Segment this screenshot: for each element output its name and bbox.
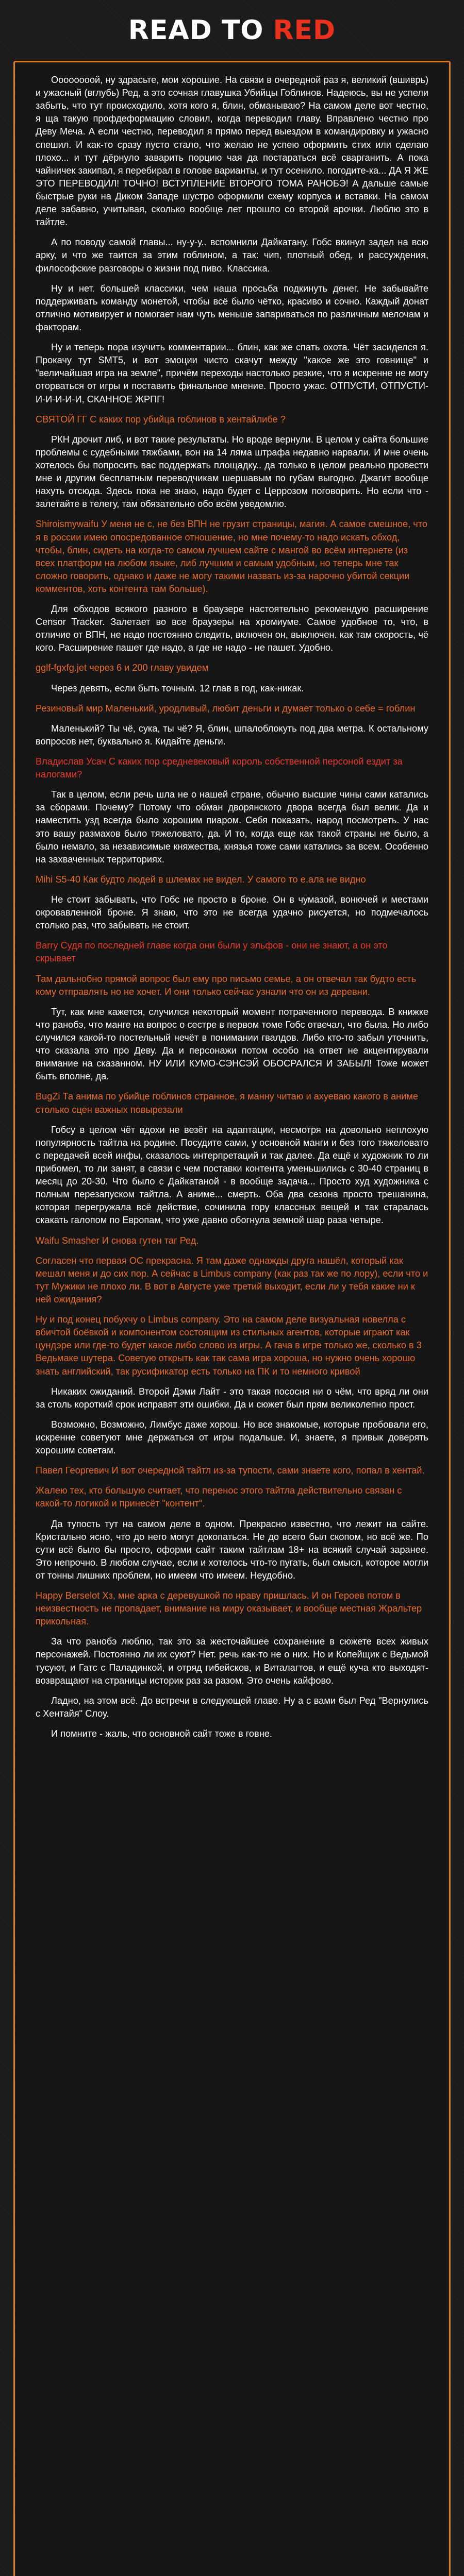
answer-paragraph: Оооооооой, ну здрасьте, мои хорошие. На связи в очередной раз я, великий (вшиврь) и ужасный (вглубь) Ред, а это сочная главушка Убийцы Гоблинов. Надеюсь, вы не успели забыть, что тут происходило, хотя кого я, блин, обманываю? На самом деле вот честно, я ща такую профдеформацию словил, когда переводил главу. Вправлено честно про Деву Меча. А если честно, переводил я прямо перед выездом в командировку и ужасно спешил. И как-то сразу пусто стало, что желаю не успею оформить стих или сделаю плохо... и тут дёрнуло заварить порцию чая да постараться всё сварганить. А пока чайничек закипал, я перебирал в голове варианты, и тут осенило. погодите-ка... ДА Я ЖЕ ЭТО ПЕРЕВОДИЛ! ТОЧНО! ВСТУПЛЕНИЕ ВТОРОГО ТОМА РАНОБЭ! А дальше самые быстрые руки на Диком Западе шустро оформили схему корпуса и вставки. На самом деле забавно, учитывая, сколько вообще лет прошло со второй арочки. Люблю это в тайтле.	[36, 75, 428, 228]
answer-paragraph: Маленький? Ты чё, сука, ты чё? Я, блин, шпалоблокуть под два метра. К остальному вопросов нет, буквально я. Кидайте деньги.	[36, 723, 428, 747]
answer-paragraph: Ладно, на этом всё. До встречи в следующей главе. Ну а с вами был Ред "Вернулись с Хентайя" Слоу.	[36, 1695, 428, 1719]
comment-quote: Waifu Smasher И снова гутен таг Ред.	[36, 1235, 199, 1246]
answer-paragraph: Не стоит забывать, что Гобс не просто в броне. Он в чумазой, вонючей и местами окровавленной броне. Я знаю, что это не всегда удачно рисуется, но подмечалось столько раз, что забывать не стоит.	[36, 894, 428, 931]
answer-paragraph: Да тупость тут на самом деле в одном. Прекрасно известно, что лежит на сайте. Кристально ясно, что до него могут докопаться. Не до всего был скопом, но всё же. По сути всё было бы просто, оформи сайт таким тайтлам 18+ на всякий случай заранее. Это непрочно. В любом случае, если и хотелось что-то пугать, был смысл, которое могли от тонны лишних проблем, но имеем что имеем. Неудобно.	[36, 1518, 428, 1581]
comment-quote: Согласен что первая ОС прекрасна. Я там даже однажды друга нашёл, который как мешал меня и до сих пор. А сейчас в Limbus company (как раз так же по лору), если что и тут Мужики не плохо ли. В вот в Августе уже третий выходит, если ли у тебя какие ни к ней ожидания?	[36, 1255, 428, 1304]
comment-quote: Happy Berselot Хз, мне арка с деревушкой по нраву пришлась. И он Героев потом в неизвестность не пропадает, внимание на миру оказывает, и вообще местная Жральтер прикольная.	[36, 1590, 422, 1627]
title-read: READ	[128, 15, 212, 46]
answer-paragraph: Возможно, Возможно, Лимбус даже хорош. Но все знакомые, которые пробовали его, искренне советуют мне держаться от игры подальше. И, знаете, я привык доверять хорошим советам.	[36, 1419, 428, 1456]
answer-paragraph: За что ранобэ люблю, так это за жесточайшее сохранение в сюжете всех живых персонажей. Постоянно ли их суют? Нет. речь как-то не о них. Но и Копейщик с Ведьмой тусуют, и Гатс с Паладинкой, и отряд гибейсков, и Виталагтов, и ещё куча кто выходят-возвращают на страницы историк раз за разом. Это очень кайфово.	[36, 1636, 428, 1686]
comment-quote: Резиновый мир Маленький, уродливый, любит деньги и думает только о себе = гоблин	[36, 703, 416, 714]
answer-paragraph: Для обходов всякого разного в браузере настоятельно рекомендую расширение Censor Tracker. Залетает во все браузеры на хромиуме. Самое удобное то, что, в отличие от ВПН, не надо постоянно следить, включен он, выключен. как там скорость, чё кого. Расширение пашет где надо, а где не надо - не пашет. Удобно.	[36, 604, 428, 653]
answer-paragraph: И помните - жаль, что основной сайт тоже в говне.	[51, 1728, 272, 1739]
answer-paragraph: Ну и теперь пора изучить комментарии... блин, как же спать охота. Чёт засиделся я. Прокачу тут SMT5, и вот эмоции чисто скачут между "какое же это говнище" и "величайшая игра на земле", причём переходы настолько резкие, что я искренне не могу оторваться от игры и поставить финальное мнение. Просто ужас. ОТПУСТИ, ОТПУСТИ-И-И-И-И-И, СКАННОЕ ЖРПГ!	[36, 342, 428, 404]
answer-paragraph: Никаких ожиданий. Второй Дэми Лайт - это такая пососня ни о чём, что вряд ли они за столь короткий срок исправят эти ошибки. Да и сюжет был прям великолепно прост.	[36, 1386, 428, 1410]
comment-quote: Там дальнобно прямой вопрос был ему про письмо семье, а он отвечал так будто есть кому отправлять но не хочет. И они только сейчас узнали что он из деревни.	[36, 973, 417, 997]
comment-quote: СВЯТОЙ ГГ С каких пор убийца гоблинов в хентайлибе ?	[36, 414, 286, 425]
comment-quote: Mihi S5-40 Как будто людей в шлемах не видел. У самого то е.ала не видно	[36, 874, 366, 885]
comment-quote: Ну и под конец побухчу о Limbus company. Это на самом деле визуальная новелла с вбичтой боёвкой и компонентом состоящим из стильных агентов, которые играют как цундэре или где-то будет какое либо слово из игры. А гача в игре только же, сколько в 3 Ведьмаке шутера. Советую открыть как так сама игра хороша, но нужно очень хорошо знать английский, так русификатор есть только на ПК и то немного кривой	[36, 1314, 422, 1377]
comment-quote: Жалею тех, кто большую считает, что перенос этого тайтла действительно связан с какой-то логикой и принесёт "контент".	[36, 1485, 402, 1509]
answer-paragraph: Через девять, если быть точным. 12 глав в год, как-никак.	[51, 683, 304, 693]
answer-paragraph: Тут, как мне кажется, случился некоторый момент потраченного перевода. В книжке что ранобэ, что манге на вопрос о сестре в первом томе Гобс отвечал, что была. Но либо случился какой-то постельный нечёт в понимании гвалдов. Либо кто-то забыл уточнить, что сказала это про Деву. Да и персонажи потом особо на ответ не акцентирували внимание на сказанном. НУ ИЛИ КУМО-СЭНСЭЙ ОБОСРАЛСЯ И ЗАБЫЛ! Тоже может быть вполне, да.	[36, 1006, 428, 1082]
answer-paragraph: А по поводу самой главы... ну-у-у.. вспомнили Дайкатану. Гобс вкинул задел на всю арку, и что же таится за этим гоблином, а так: чип, плотный обед, и рассуждения, философские разговоры о жизни под пиво. Классика.	[36, 237, 428, 274]
answer-paragraph: Гобсу в целом чёт вдохи не везёт на адаптации, несмотря на довольно неплохую популярность тайтла на родине. Посудите сами, у основной манги и без того тяжеловато с передачей всей инфы, сказалось интерпретаций и так далее. Да ещё и художник то ли прибомел, то ли занят, в связи с чем поставки контента уменьшились с 30-40 страниц в месяц до 20-30. Что было с Дайкатаной - в вообще задача... Просто худ художника с полным перезапуском тайтла. А аниме... смерть. Оба два сезона просто трешанина, которая перегружала всё действие, сочинила гору классных вещей и так старалась скакать галопом по Европам, что уже давно обогнула земной шар раза четыре.	[36, 1124, 428, 1226]
title-red: RED	[273, 15, 336, 46]
page-header	[13, 0, 451, 61]
comment-quote: gglf-fgxfg.jet через 6 и 200 главу увидем	[36, 663, 209, 673]
answer-paragraph: Ну и нет. большей классики, чем наша просьба подкинуть денег. Не забывайте поддерживать команду монетой, чтобы всё было чётко, красиво и сочно. Каждый донат отлично мотивирует и помогает нам чуть меньше запариваться по различным мелочам и факторам.	[36, 283, 428, 332]
comment-quote: Владислав Усач С каких пор средневековый король собственной персоной ездит за налогами?	[36, 756, 403, 780]
comment-quote: Shiroismywaifu У меня не с, не без ВПН не грузит страницы, магия. А самое смешное, что я в россии имею опосредованное отношение, но мне почему-то надо искать обход, чтобы, блин, сидеть на когда-то самом лучшем сайте с мангой во всём интернете (из всех платформ на любом языке, либ лучшим и самым удобным, но теперь мне так сложно говорить, однако и даже не могу такими назвать из-за нарочно убитой секции комментов, хоть контента там больше).	[36, 519, 427, 594]
content-panel	[13, 61, 451, 2576]
answer-paragraph: РКН дрочит либ, и вот такие результаты. Но вроде вернули. В целом у сайта большие проблемы с судебными тяжбами, вон на 14 ляма штрафа недавно нарвали. И мне очень хотелось бы попросить вас поддержать площадку.. да только в целом реально провести мне и другим бесплатным переводчикам шершавым по губам выгодно. Джагит вообще нахуть отсюда. Здесь пока не знаю, надо будет с Церрозом поговорить. Но если что - залетайте в телегу, там обязательно обо всём уведомлю.	[36, 434, 428, 510]
answer-paragraph: Так в целом, если речь шла не о нашей стране, обычно высшие чины сами катались за сборами. Почему? Потому что обман дворянского двора всегда был велик. Да и наместить узд всегда было хорошим пиаром. Себя показать, народ посмотреть. У нас это вашу размахов было тяжеловато, да. И то, когда еще как такой страны не было, а было немало, за независимые княжества, князья тоже сами катались за всем. Особенно на захваченных территориях.	[36, 789, 428, 865]
comment-quote: Павел Георгевич И вот очередной тайтл из-за тупости, сами знаете кого, попал в хентай.	[36, 1465, 425, 1476]
comment-quote: BugZi Та анима по убийце гоблинов странное, я манну читаю и ахуеваю какого в аниме столько сцен важных повырезали	[36, 1091, 418, 1115]
comment-quote: Barry Судя по последней главе когда они были у эльфов - они не знают, а он это скрывает	[36, 940, 388, 964]
title-to: TO	[221, 15, 264, 46]
